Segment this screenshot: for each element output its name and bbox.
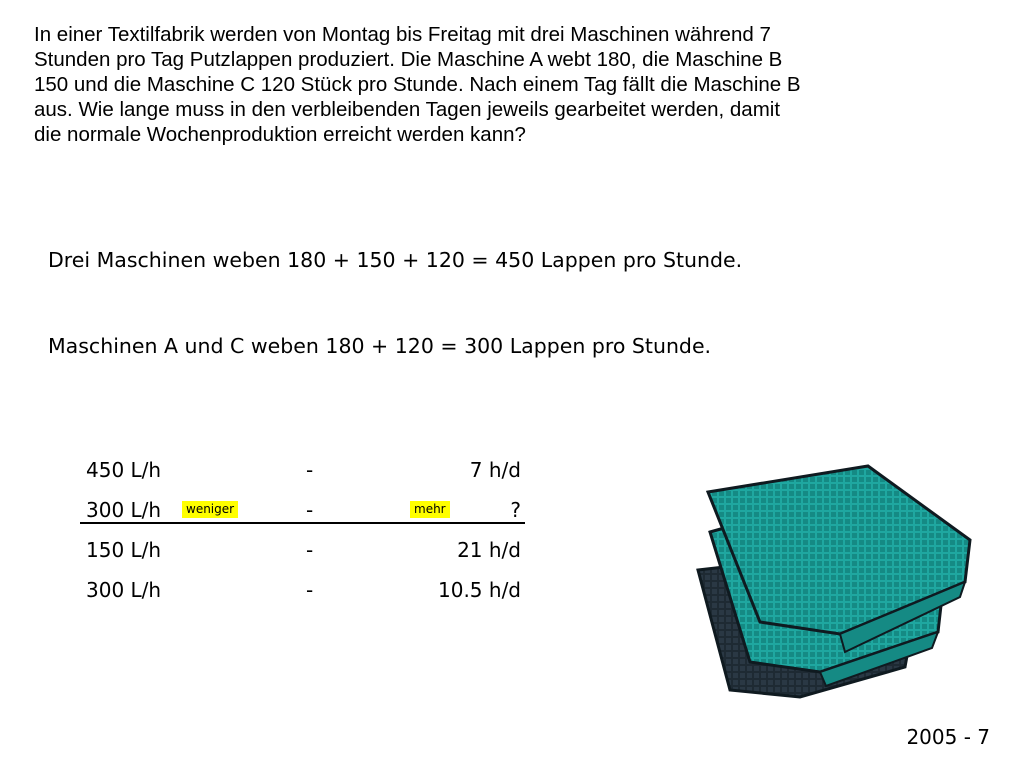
rule-row	[80, 530, 525, 570]
problem-line: 150 und die Maschine C 120 Stück pro Stunde. Nach einem Tag fällt die Maschine B	[34, 73, 801, 96]
time-value: ?	[510, 498, 521, 522]
rule-row	[80, 450, 525, 490]
solution-line-total-rate: Drei Maschinen weben 180 + 150 + 120 = 450 Lappen pro Stunde.	[48, 248, 743, 272]
highlight-tag-mehr: mehr	[410, 501, 450, 518]
problem-text	[34, 22, 994, 147]
cleaning-cloths-image	[690, 462, 990, 702]
rate-value: 300 L/h	[86, 498, 162, 522]
solution-line-reduced-rate: Maschinen A und C weben 180 + 120 = 300 Lappen pro Stunde.	[48, 334, 712, 358]
rule-of-three-upper	[80, 450, 525, 530]
time-value: 7 h/d	[469, 458, 521, 482]
rate-value: 300 L/h	[86, 578, 162, 602]
problem-line: die normale Wochenproduktion erreicht werden kann?	[34, 123, 526, 146]
rate-value: 150 L/h	[86, 538, 162, 562]
rule-row	[80, 570, 525, 610]
separator-dash: -	[306, 538, 314, 562]
separator-dash: -	[306, 578, 314, 602]
problem-line: Stunden pro Tag Putzlappen produziert. Die Maschine A webt 180, die Maschine B	[34, 48, 783, 71]
rule-of-three-lower	[80, 530, 525, 610]
slide-reference-code: 2005 - 7	[906, 725, 990, 749]
rate-value: 450 L/h	[86, 458, 162, 482]
highlight-tag-weniger: weniger	[182, 501, 238, 518]
time-value: 10.5 h/d	[438, 578, 521, 602]
separator-dash: -	[306, 498, 314, 522]
problem-line: In einer Textilfabrik werden von Montag bis Freitag mit drei Maschinen während 7	[34, 23, 771, 46]
problem-line: aus. Wie lange muss in den verbleibenden Tagen jeweils gearbeitet werden, damit	[34, 98, 781, 121]
time-value: 21 h/d	[457, 538, 521, 562]
separator-dash: -	[306, 458, 314, 482]
rule-row	[80, 490, 525, 530]
table-divider	[80, 522, 525, 524]
cleaning-cloths-illustration	[690, 462, 990, 702]
